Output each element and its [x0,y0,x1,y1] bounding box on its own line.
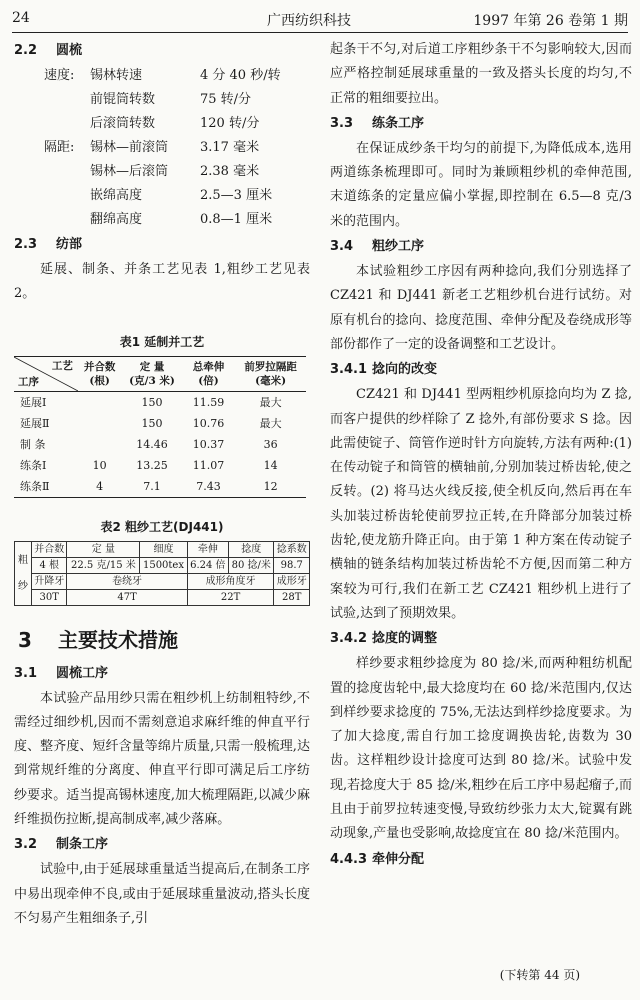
spec-label: 隔距: [44,140,75,155]
table1-row [14,413,306,434]
paragraph: 在保证成纱条干均匀的前提下,为降低成本,选用两道练条梳理即可。同时为兼顾粗纱机的牵伸范围,末道练条的定量应偏小掌握,即控制在 6.5—8 克/3 米的范围内。 [330,140,632,229]
spec-name: 嵌绵高度 [90,188,143,203]
table1-header: 前罗拉隔距 (毫米) [235,356,306,391]
table2-header: 卷绕牙 [67,573,187,589]
table1-row [14,476,306,498]
spec-name: 锡林—前滚筒 [90,140,169,155]
table1-cell: 延展Ⅰ [20,395,47,409]
paragraph: 样纱要求粗纱捻度为 80 捻/米,而两种粗纺机配置的捻度齿轮中,最大捻度均在 60 捻/米范围内,仅达到样纱要求捻度的 75%,无法达到样纱捻度要求。为了加大捻度,需自行加工捻度调换齿轮,齿数为 30 齿。这样粗纱设计捻度可达到 80 捻/米。试验中发现,若捻度大于 85 捻/米,粗纱在后工序中易起瘤子,而且由于前罗拉转速变慢,导致纺纱张力太大,锭翼有跳动现象,产量也受影响,故捻度宜在 80 捻/米范围内。 [330,656,632,842]
table1-row [14,391,306,413]
left-column [14,38,310,931]
table2-side-label: 粗 纱 [15,541,32,605]
spec-row [44,160,310,184]
spec-label [44,160,90,184]
section-heading: 2.2 圆梳 [14,43,83,58]
section-heading: 4.4.3 牵伸分配 [330,851,425,867]
spec-name: 后滚筒转数 [90,116,156,131]
spec-label [44,184,90,208]
table1-header: 定 量 (克/3 米) [122,356,181,391]
paragraph: 延展、制条、并条工艺见表 1,粗纱工艺见表 2。 [14,262,310,302]
table1-cell: 延展Ⅱ [20,416,50,430]
table2-caption: 表2 粗纱工艺(DJ441) [100,519,224,534]
spec-value: 4 分 40 秒/转 [200,68,281,83]
spec-row [44,64,310,88]
spec-value: 120 转/分 [200,116,260,131]
table2-cell: 4 根 [32,557,67,573]
table2-cell: 28T [274,589,310,605]
table1-caption: 表1 延制并工艺 [119,334,205,349]
table1-cell: 150 [141,395,163,409]
spec-label [44,88,90,112]
table2-header: 细度 [140,541,187,557]
spec-row [44,112,310,136]
right-column [330,38,632,873]
table1-row [14,434,306,455]
spec-name: 锡林—后滚筒 [90,164,169,179]
table1-cell: 练条Ⅱ [14,476,77,498]
table1-cell: 36 [263,437,278,451]
table1-cell: 14.46 [136,437,168,451]
table2-header: 牵伸 [187,541,228,557]
table2-cell: 47T [67,589,187,605]
table1-cell: 制 条 [20,437,46,451]
table2-header: 捻度 [229,541,274,557]
carding-spec-list [44,64,310,232]
section-heading: 3.4 粗纱工序 [330,239,425,255]
table2-cell: 22.5 克/15 米 [67,557,140,573]
spec-label [44,208,90,232]
table2-cell: 1500tex [140,557,187,573]
spec-label [44,112,90,136]
spec-name: 锡林转速 [90,68,143,83]
table1-cell: 7.1 [122,476,181,498]
page-header [12,4,628,33]
page-number: 24 [12,10,30,26]
table2-cell: 80 捻/米 [229,557,274,573]
spec-value: 2.5—3 厘米 [200,188,273,203]
table2-cell: 98.7 [274,557,310,573]
table1-cell [77,413,122,434]
paragraph: 试验中,由于延展球重量适当提高后,在制条工序中易出现牵伸不良,或由于延展球重量波动,搭头长度不匀易产生粗细条子,引 [14,862,310,926]
table1-cell: 13.25 [136,458,168,472]
table1-header: 总牵伸 (倍) [182,356,236,391]
spec-row [44,184,310,208]
table1-cell: 10.37 [192,437,225,451]
table1-cell: 150 [141,416,163,430]
spec-value: 3.17 毫米 [200,140,260,155]
table1-cell: 10 [92,458,107,472]
table1-row [14,455,306,476]
paragraph: 本试验产品用纱只需在粗纱机上纺制粗特纱,不需经过细纱机,因而不需刻意追求麻纤维的伸直平行度、整齐度、短纤含量等绵片质量,只需一般梳理,达到常规纤维的分离度、伸直平行即可满足后工序纺纱要求。适当提高锡林速度,加大梳理隔距,以减少麻纤维损伤拉断,提高制成率,减少落麻。 [14,690,310,828]
spec-value: 75 转/分 [200,92,252,107]
paragraph: 起条干不匀,对后道工序粗纱条干不匀影响较大,因而应严格控制延展球重量的一致及搭头长度的均匀,不正常的粗细要拉出。 [330,42,632,106]
table1-cell [77,391,122,413]
table1-cell: 最大 [259,416,282,430]
table1-cell: 11.59 [192,395,225,409]
table2-header: 升降牙 [32,573,67,589]
table1 [14,356,306,498]
table1-cell: 练条Ⅰ [20,458,47,472]
table2-header: 定 量 [67,541,140,557]
table1-cell: 4 [77,476,122,498]
spec-value: 2.38 毫米 [200,164,260,179]
spec-row [44,88,310,112]
chapter-heading: 3 主要技术措施 [18,627,178,652]
table1-cell: 11.07 [192,458,225,472]
table2-header: 成形角度牙 [187,573,274,589]
table2-header: 并合数 [32,541,67,557]
paragraph: CZ421 和 DJ441 型两粗纱机原捻向均为 Z 捻,而客户提供的纱样除了 Z 捻外,有部份要求 S 捻。因此需使锭子、筒管作逆时针方向旋转,方法有两种:(1) 在传动锭子和筒管的横轴前,分别加装过桥齿轮,使之反转。(2) 将马达火线反接,使全机反向,然后再在车头加装过桥齿轮使前罗拉正转,在升降部分加装过桥齿轮,使龙筋升降正向。由于第 1 种方案在传动锭子横轴的链条结构加装过桥齿轮不方便,因而第二种方案较为可行,我们在新工艺 CZ421 粗纱机上进行了试验,达到了预期效果。 [330,387,632,621]
issue-info: 1997 年第 26 卷第 1 期 [473,13,628,29]
table2-cell: 6.24 倍 [187,557,228,573]
continued-note: (下转第 44 页) [499,968,580,982]
table2-cell: 22T [187,589,274,605]
spec-label: 速度: [44,68,75,83]
section-heading: 3.3 练条工序 [330,115,425,131]
spec-row [44,208,310,232]
table2 [14,541,310,606]
spec-row [44,136,310,160]
spec-value: 0.8—1 厘米 [200,212,273,227]
table2-cell: 30T [32,589,67,605]
table1-cell: 10.76 [192,416,225,430]
journal-name: 广西纺织科技 [267,13,351,29]
section-heading: 3.2 制条工序 [14,837,109,853]
spec-name: 前锟筒转数 [90,92,156,107]
paragraph: 本试验粗纱工序因有两种捻向,我们分别选择了 CZ421 和 DJ441 新老工艺粗纱机台进行试纺。对原有机台的捻向、捻度范围、牵伸分配及卷绕成形等部份都作了一定的设备调整和工艺设计。 [330,264,632,352]
spec-name: 翻绵高度 [90,212,143,227]
table1-corner: 工艺 工序 [14,356,77,391]
table1-cell: 7.43 [182,476,236,498]
section-heading: 3.1 圆梳工序 [14,665,109,681]
table2-header: 成形牙 [274,573,310,589]
table1-cell [77,434,122,455]
table1-cell: 14 [263,458,278,472]
table1-cell: 最大 [259,395,282,409]
table2-header: 捻系数 [274,541,310,557]
table1-header: 并合数 (根) [77,356,122,391]
section-heading: 2.3 纺部 [14,237,83,252]
table1-cell: 12 [235,476,306,498]
section-heading: 3.4.2 捻度的调整 [330,631,438,647]
section-heading: 3.4.1 捻向的改变 [330,362,438,378]
